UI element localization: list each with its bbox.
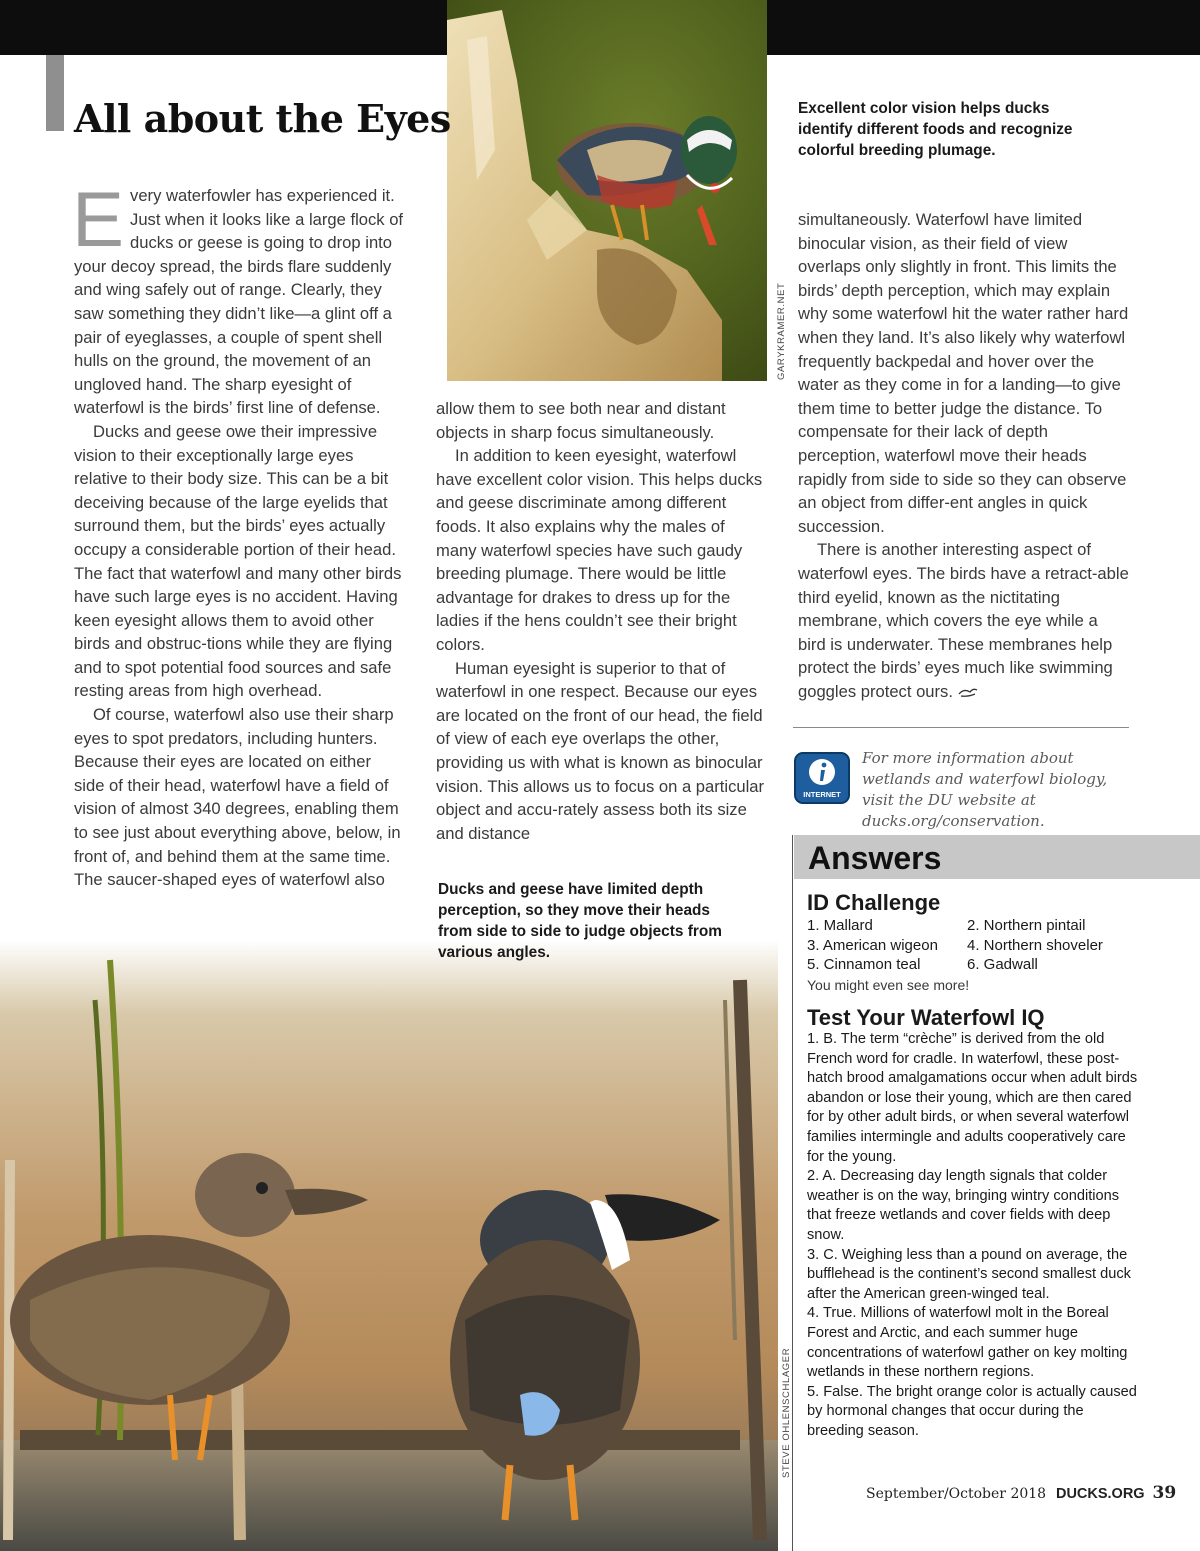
internet-info-text: For more information about wetlands and waterfowl biology, visit the DU website at ducks.org/conservation.: [862, 749, 1108, 830]
wood-duck-caption: Excellent color vision helps ducks identify different foods and recognize colorful breeding plumage.: [798, 100, 1073, 159]
article-title: All about the Eyes: [74, 96, 451, 141]
divider: [793, 727, 1129, 728]
list-item: 1. Mallard: [807, 917, 873, 934]
list-item: 3. American wigeon: [807, 936, 938, 954]
waterfowl-iq-heading: Test Your Waterfowl IQ: [807, 1005, 1045, 1030]
teal-caption: Ducks and geese have limited depth perception, so they move their heads from side to side to judge objects from various angles.: [438, 881, 722, 961]
id-challenge-list: [807, 916, 1137, 975]
paragraph: allow them to see both near and distant objects in sharp focus simultaneously.: [436, 399, 726, 442]
paragraph: simultaneously. Waterfowl have limited binocular vision, as their field of view overlaps only slightly in front. This limits the birds’ depth perception, which may explain why some waterfowl hit the water rather hard when they land. It’s also likely why waterfowl frequently backpedal and hover over the water as they come in for a landing—to give them time to better judge the distance. To compensate for their lack of depth perception, waterfowl move their heads rapidly from side to side so they can observe an object from differ-ent angles in quick succession.: [798, 210, 1129, 536]
list-item: 5. False. The bright orange color is actually caused by hormonal changes that occur during the breeding season.: [807, 1383, 1137, 1439]
answers-title: Answers: [808, 840, 942, 876]
sidebar-rule: [792, 835, 793, 1551]
paragraph: In addition to keen eyesight, waterfowl have excellent color vision. This helps ducks and geese discriminate among different foods. It also explains why the males of many waterfowl species have such gaudy breeding plumage. There would be little advantage for drakes to dress up for the ladies if the hens couldn’t see their bright colors.: [436, 446, 763, 654]
photo-credit-2: STEVE OHLENSCHLAGER: [781, 1347, 792, 1478]
list-item: 2. A. Decreasing day length signals that colder weather is on the way, bringing wintry conditions that freeze wetlands and cover fields with deep snow.: [807, 1168, 1120, 1243]
list-item: 4. Northern shoveler: [967, 936, 1103, 954]
list-item: 3. C. Weighing less than a pound on average, the bufflehead is the continent’s second smallest duck after the American green-winged teal.: [807, 1246, 1131, 1302]
paragraph: Ducks and geese owe their impressive vision to their exceptionally large eyes relative to their body size. This can be a bit deceiving because of the large eyelids that surround them, but the birds’ eyes actually occupy a considerable portion of their head. The fact that waterfowl and many other birds have such large eyes is no accident. Having keen eyesight allows them to avoid other birds and obstruc-tions while they are flying and to spot potential food sources and safe resting areas from high overhead.: [74, 421, 402, 701]
body-column-2: [436, 397, 768, 845]
list-item: 5. Cinnamon teal: [807, 956, 921, 974]
id-challenge-heading: ID Challenge: [807, 890, 941, 915]
duck-end-mark-icon: [958, 686, 978, 698]
page-footer: [866, 1483, 1176, 1503]
list-item: 6. Gadwall: [967, 956, 1038, 974]
photo-credit-1: GARYKRAMER.NET: [776, 282, 787, 380]
id-challenge-note: You might even see more!: [807, 977, 970, 993]
paragraph: Of course, waterfowl also use their sharp eyes to spot predators, including hunters. Because their eyes are located on either side of their head, waterfowl have a field of vision of almost 340 degrees, enabling them to see just about everything above, below, in front of, and behind them at the same time. The saucer-shaped eyes of waterfowl also: [74, 705, 401, 890]
paragraph: Every waterfowler has experienced it. Just when it looks like a large flock of ducks or geese is going to drop into your decoy spread, the birds flare suddenly and wing safely out of range. Clearly, they saw something they didn’t like—a glint off a pair of eyeglasses, a couple of spent shell hulls on the ground, the movement of an ungloved hand. The sharp eyesight of waterfowl is the birds’ first line of defense.: [72, 175, 404, 418]
internet-icon-label: INTERNET: [803, 790, 841, 799]
waterfowl-iq-answers: [807, 1030, 1139, 1441]
list-item: 1. B. The term “crèche” is derived from the old French word for cradle. In waterfowl, these post-hatch brood amalgamations occur when adult birds abandon or lose their young, which are then cared for by other adult birds, or when several waterfowl families intermingle and adults cooperatively care for the young.: [807, 1031, 1138, 1165]
drop-cap: E: [72, 175, 125, 263]
site-link[interactable]: DUCKS.ORG: [1055, 1486, 1145, 1502]
paragraph: Human eyesight is superior to that of waterfowl in one respect. Because our eyes are located on the front of our head, the field of view of each eye overlaps the other, providing us with what is known as binocular vision. This allows us to focus on a particular object and accu-rately assess both its size and distance: [436, 658, 765, 843]
list-item: 2. Northern pintail: [967, 917, 1086, 934]
body-column-1: [72, 175, 404, 892]
internet-info-icon: [794, 752, 850, 804]
list-item: 4. True. Millions of waterfowl molt in the Boreal Forest and Arctic, and each summer huge concentrations of waterfowl gather on key molting wetlands in these northern regions.: [807, 1305, 1128, 1381]
blue-winged-teal-photo: [0, 940, 778, 1551]
body-column-3: [798, 208, 1130, 703]
page-number: 39: [1152, 1483, 1177, 1503]
wood-duck-photo: [447, 0, 767, 381]
issue-date: September/October 2018: [866, 1486, 1047, 1502]
title-accent-bar: [46, 55, 64, 131]
paragraph: There is another interesting aspect of waterfowl eyes. The birds have a retract-able third eyelid, known as the nictitating membrane, which covers the eye while a bird is underwater. These membranes help protect the birds’ eyes much like swimming goggles protect ours.: [798, 540, 1129, 701]
